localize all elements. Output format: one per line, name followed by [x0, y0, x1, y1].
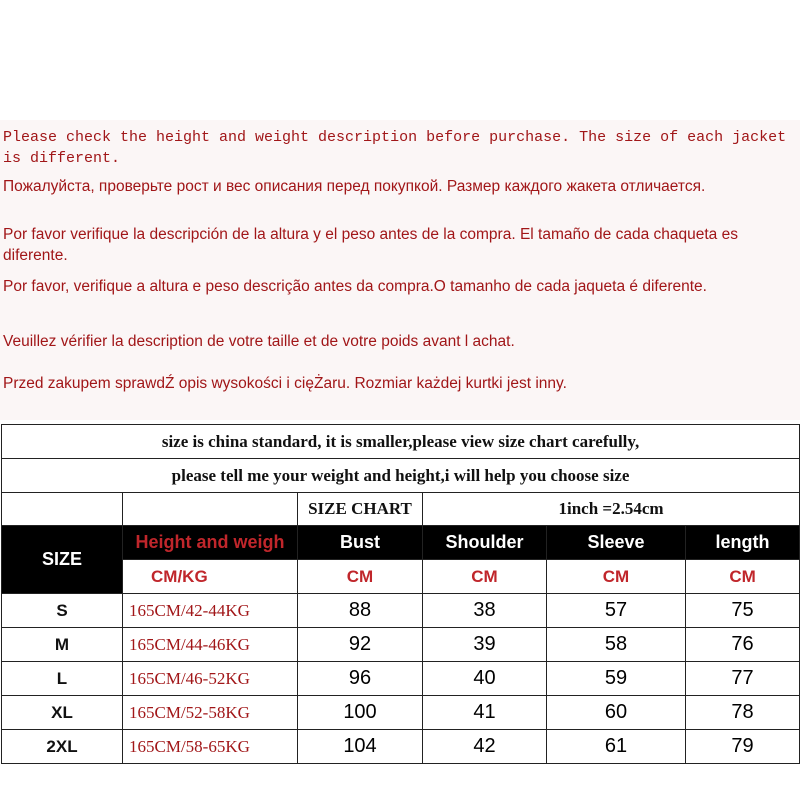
- empty-cell: [123, 493, 298, 526]
- size-cell: S: [2, 594, 123, 628]
- purchase-notice: [0, 120, 800, 420]
- shoulder-header: Shoulder: [423, 526, 547, 560]
- length-cell: 79: [686, 730, 800, 764]
- size-header: SIZE: [2, 526, 123, 594]
- sleeve-header: Sleeve: [547, 526, 686, 560]
- bust-cell: 96: [298, 662, 423, 696]
- standard-note: size is china standard, it is smaller,please view size chart carefully,: [2, 425, 800, 459]
- size-cell: M: [2, 628, 123, 662]
- table-row: [2, 594, 800, 628]
- notice-spanish: Por favor verifique la descripción de la altura y el peso antes de la compra. El tamaño de cada chaqueta es diferente.: [3, 226, 738, 264]
- bust-cell: 100: [298, 696, 423, 730]
- empty-cell: [2, 493, 123, 526]
- height-weight-unit: CM/KG: [123, 560, 298, 594]
- shoulder-cell: 42: [423, 730, 547, 764]
- sleeve-cell: 61: [547, 730, 686, 764]
- sleeve-unit: CM: [547, 560, 686, 594]
- length-header: length: [686, 526, 800, 560]
- table-row: [2, 662, 800, 696]
- notice-russian: Пожалуйста, проверьте рост и вес описания перед покупкой. Размер каждого жакета отличается.: [3, 178, 706, 195]
- height-weight-header: Height and weigh: [123, 526, 298, 560]
- table-row: [2, 628, 800, 662]
- sleeve-cell: 60: [547, 696, 686, 730]
- help-note: please tell me your weight and height,i will help you choose size: [2, 459, 800, 493]
- height-weight-cell: 165CM/58-65KG: [123, 730, 298, 764]
- table-row: [2, 730, 800, 764]
- shoulder-cell: 39: [423, 628, 547, 662]
- sleeve-cell: 59: [547, 662, 686, 696]
- height-weight-cell: 165CM/46-52KG: [123, 662, 298, 696]
- bust-header: Bust: [298, 526, 423, 560]
- notice-english: Please check the height and weight description before purchase. The size of each jacket is different.: [3, 129, 787, 167]
- size-chart-table: [1, 424, 800, 764]
- notice-french: Veuillez vérifier la description de votre taille et de votre poids avant l achat.: [3, 333, 515, 350]
- size-chart-label: SIZE CHART: [298, 493, 423, 526]
- notice-portuguese: Por favor, verifique a altura e peso descrição antes da compra.O tamanho de cada jaqueta é diferente.: [3, 278, 707, 295]
- sleeve-cell: 58: [547, 628, 686, 662]
- length-cell: 78: [686, 696, 800, 730]
- length-cell: 75: [686, 594, 800, 628]
- bust-unit: CM: [298, 560, 423, 594]
- size-cell: XL: [2, 696, 123, 730]
- bust-cell: 92: [298, 628, 423, 662]
- length-cell: 77: [686, 662, 800, 696]
- shoulder-unit: CM: [423, 560, 547, 594]
- height-weight-cell: 165CM/44-46KG: [123, 628, 298, 662]
- length-cell: 76: [686, 628, 800, 662]
- table-row: [2, 696, 800, 730]
- shoulder-cell: 38: [423, 594, 547, 628]
- inch-conversion-note: 1inch =2.54cm: [423, 493, 800, 526]
- notice-polish: Przed zakupem sprawdŹ opis wysokości i cięŻaru. Rozmiar każdej kurtki jest inny.: [3, 375, 567, 392]
- shoulder-cell: 40: [423, 662, 547, 696]
- size-cell: 2XL: [2, 730, 123, 764]
- bust-cell: 88: [298, 594, 423, 628]
- length-unit: CM: [686, 560, 800, 594]
- height-weight-cell: 165CM/42-44KG: [123, 594, 298, 628]
- sleeve-cell: 57: [547, 594, 686, 628]
- bust-cell: 104: [298, 730, 423, 764]
- height-weight-cell: 165CM/52-58KG: [123, 696, 298, 730]
- size-cell: L: [2, 662, 123, 696]
- shoulder-cell: 41: [423, 696, 547, 730]
